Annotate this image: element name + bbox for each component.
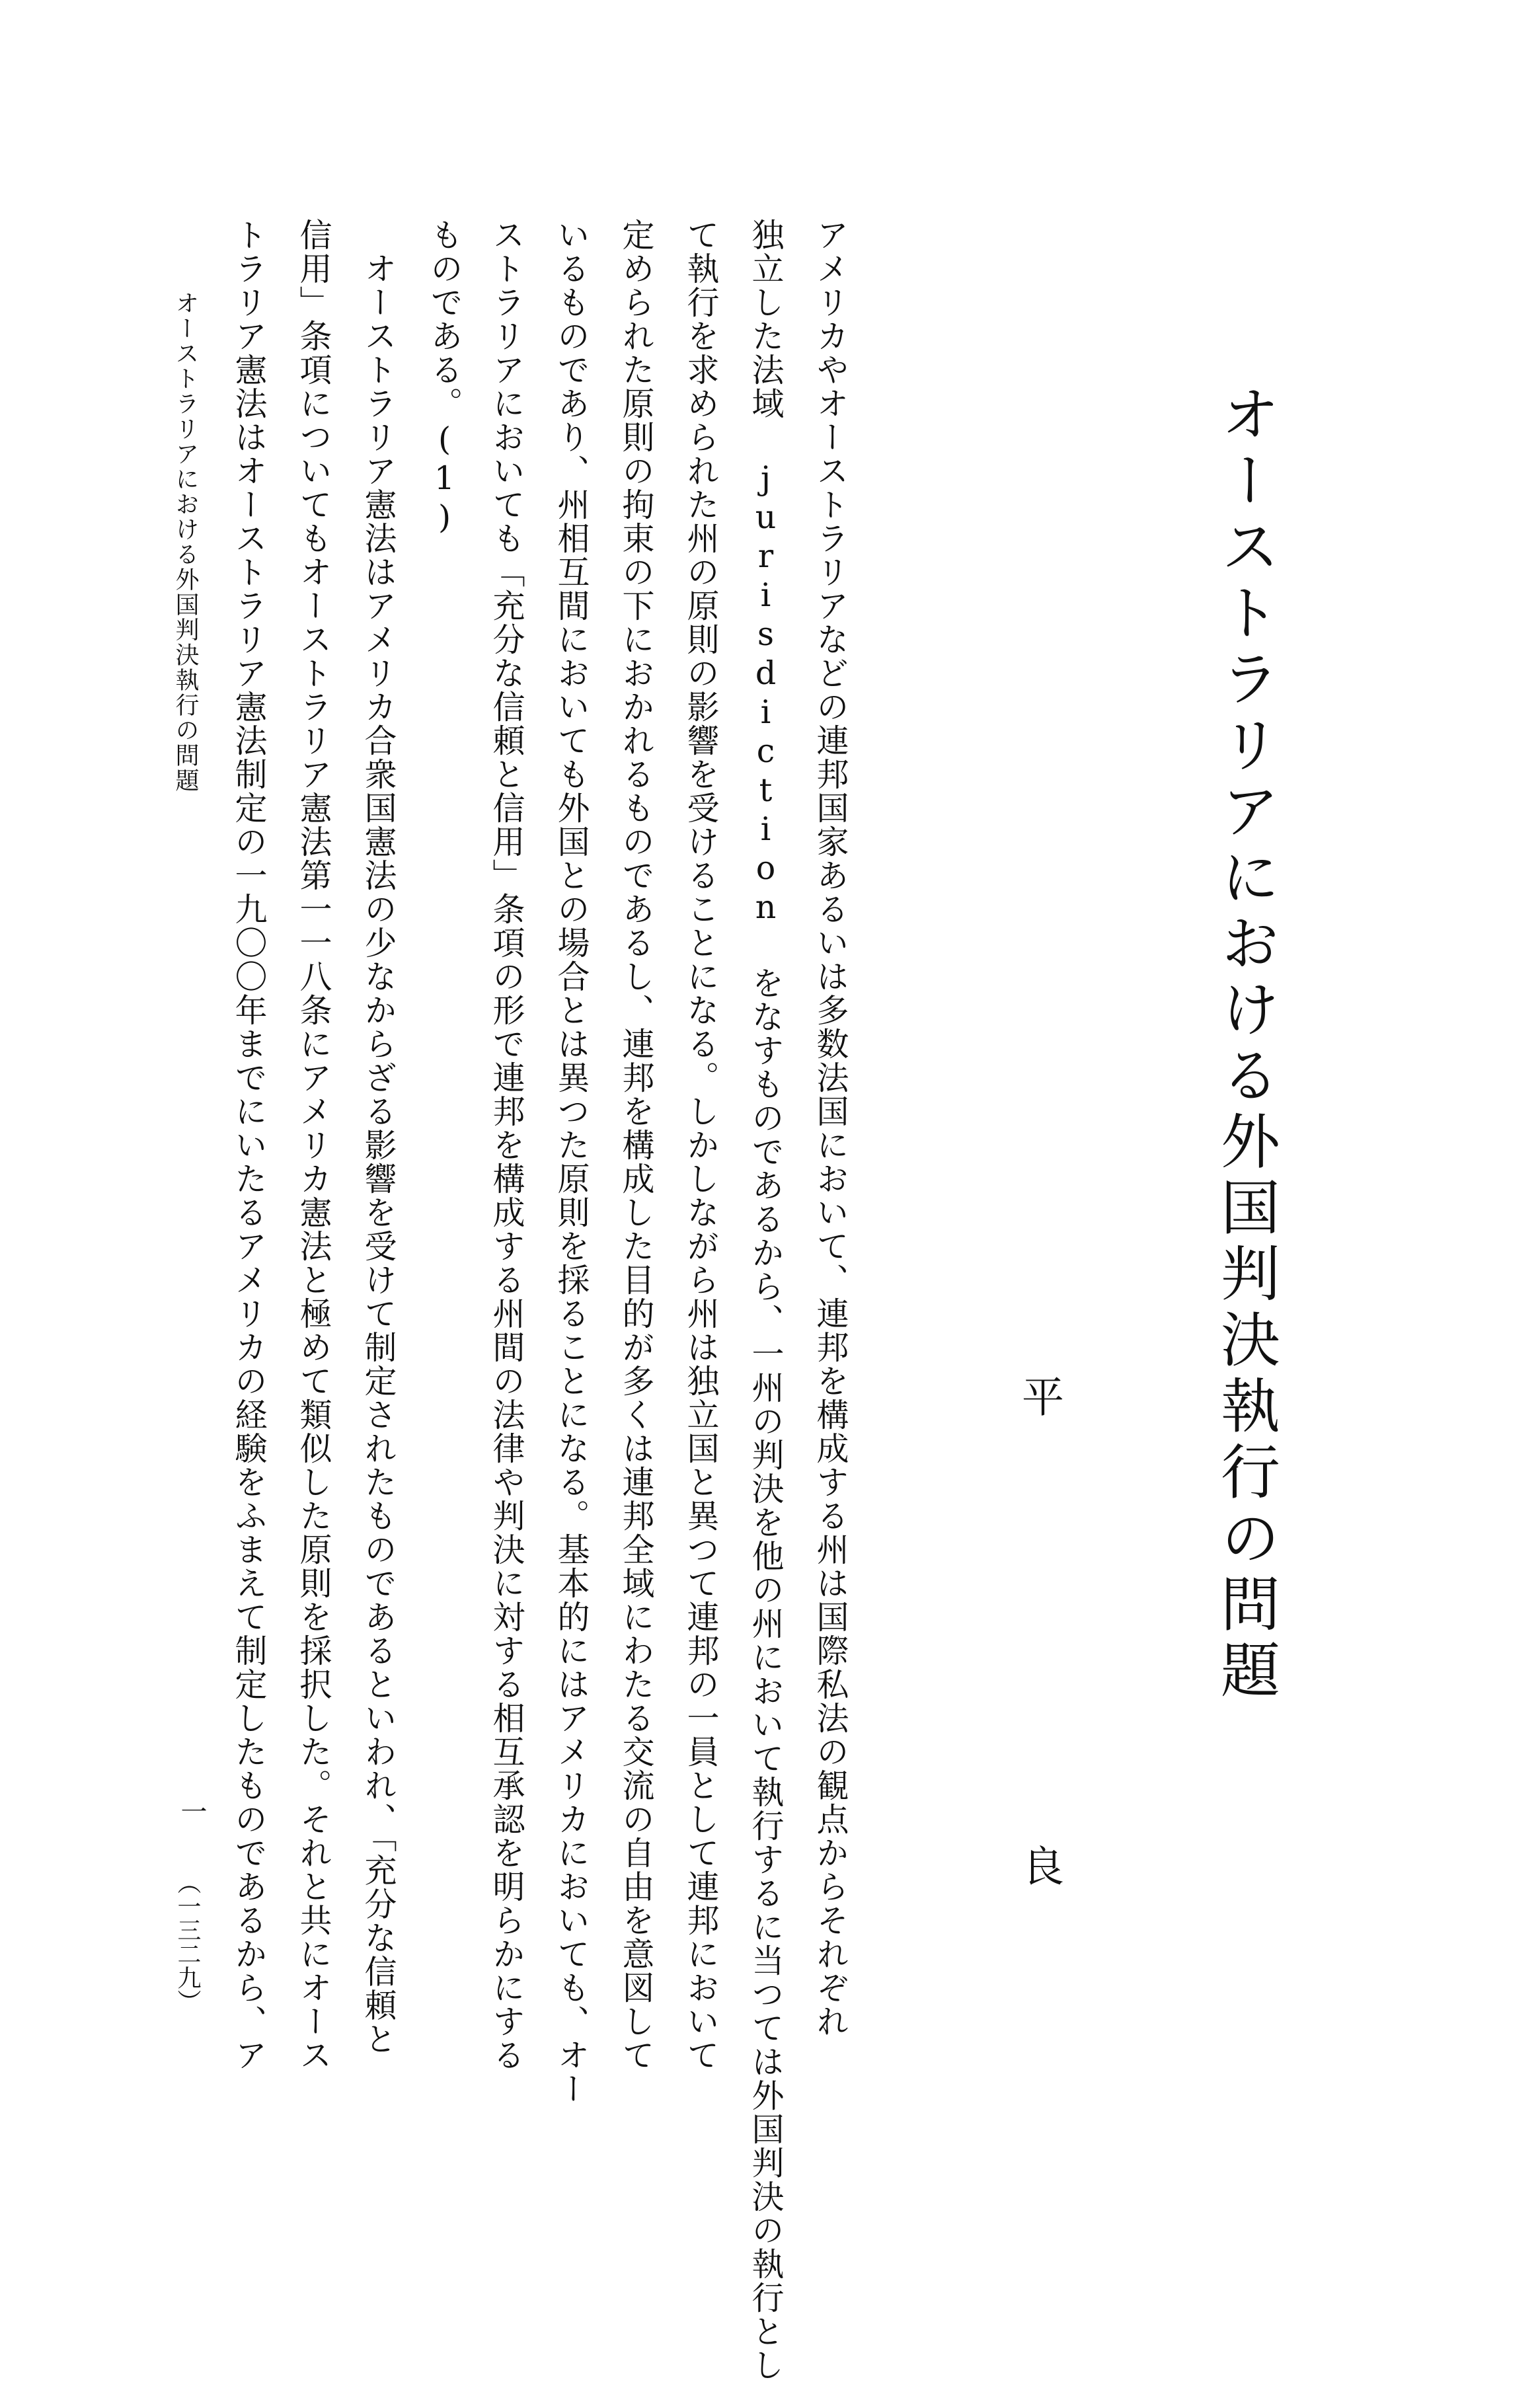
article-title: オーストラリアにおける外国判決執行の問題 bbox=[1210, 383, 1280, 1705]
body-column-3: て執行を求められた州の原則の影響を受けることになる。しかしながら州は独立国と異つて連邦の一員として連邦において bbox=[682, 218, 720, 2072]
body-column-6: ストラリアにおいても「充分な信頼と信用」条項の形で連邦を構成する州間の法律や判決に対する相互承認を明らかにする bbox=[488, 218, 525, 2072]
body-column-9: 信用」条項についてもオーストラリア憲法第一一八条にアメリカ憲法と極めて類似した原則を採択した。それと共にオース bbox=[295, 218, 332, 2072]
author-given-name: 良 bbox=[1015, 1844, 1063, 1886]
body-column-4: 定められた原則の拘束の下におかれるものであるし、連邦を構成した目的が多くは連邦全域にわたる交流の自由を意図して bbox=[617, 218, 655, 2072]
body-column-10: トラリア憲法はオーストラリア憲法制定の一九〇〇年までにいたるアメリカの経験をふまえて制定したものであるから、ア bbox=[230, 218, 268, 2072]
body-column-7: ものである。(1) bbox=[426, 218, 463, 537]
body-column-8: オーストラリア憲法はアメリカ合衆国憲法の少なからざる影響を受けて制定されたものであるといわれ、「充分な信頼と bbox=[360, 218, 397, 2056]
body-column-2: 独立した法域 jurisdiction をなすものであるから、一州の判決を他の州において執行するに当つては外国判決の執行とし bbox=[747, 218, 785, 2382]
body-column-5: いるものであり、州相互間においても外国との場合とは異つた原則を採ることになる。基本的にはアメリカにおいても、オー bbox=[553, 218, 590, 2106]
page-number: 一 bbox=[176, 1798, 207, 1824]
folio-number: （一三二九） bbox=[174, 1870, 201, 2013]
author-surname: 平 bbox=[1015, 1375, 1063, 1417]
running-head: オーストラリアにおける外国判決執行の問題 bbox=[172, 291, 199, 793]
body-column-1: アメリカやオーストラリアなどの連邦国家あるいは多数法国において、連邦を構成する州は国際私法の観点からそれぞれ bbox=[812, 218, 849, 2038]
